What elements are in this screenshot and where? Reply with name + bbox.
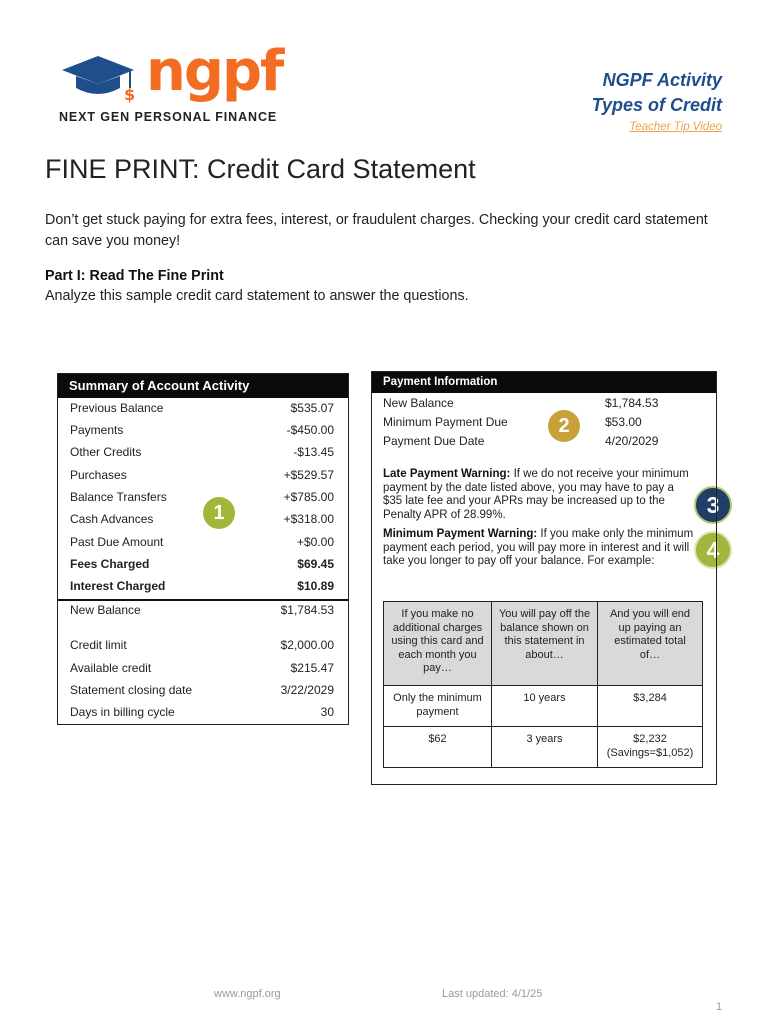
- summary-row-fees: [58, 554, 348, 574]
- row-label: Available credit: [70, 661, 152, 675]
- row-value: $1,784.53: [605, 396, 659, 410]
- table-cell: $3,284: [598, 686, 703, 727]
- summary-header: Summary of Account Activity: [58, 374, 348, 398]
- teacher-tip-link[interactable]: Teacher Tip Video: [629, 121, 722, 133]
- callout-badge-4: 4: [694, 531, 732, 569]
- page-number: 1: [716, 1001, 723, 1013]
- summary-row: [58, 635, 348, 655]
- summary-row: [58, 442, 348, 462]
- row-value: -$450.00: [286, 423, 334, 437]
- minimum-payment-warning: [383, 528, 695, 569]
- table-header-cell: If you make no additional charges using this card and each month you pay…: [384, 602, 492, 686]
- row-label: Minimum Payment Due: [383, 415, 508, 429]
- summary-account-activity-table: [57, 373, 349, 725]
- row-value: +$529.57: [283, 468, 334, 482]
- row-label: Credit limit: [70, 638, 127, 652]
- activity-topic: Types of Credit: [591, 95, 722, 115]
- footer-url[interactable]: www.ngpf.org: [214, 988, 281, 1000]
- table-cell: Only the minimum payment: [384, 686, 492, 727]
- row-label: Interest Charged: [70, 579, 166, 593]
- page-title: FINE PRINT: Credit Card Statement: [45, 154, 476, 184]
- savings-note: (Savings=$1,052): [606, 746, 694, 759]
- svg-text:$: $: [124, 85, 136, 104]
- row-value: 3/22/2029: [280, 683, 334, 697]
- minimum-payment-example-table: [383, 601, 703, 768]
- table-header-cell: And you will end up paying an estimated total of…: [598, 602, 703, 686]
- row-value: +$785.00: [283, 490, 334, 504]
- callout-badge-1: 1: [203, 497, 235, 529]
- row-value: $10.89: [297, 579, 334, 593]
- activity-header: [592, 68, 722, 136]
- summary-row: [58, 600, 348, 620]
- min-warning-title: Minimum Payment Warning:: [383, 528, 538, 540]
- row-label: Fees Charged: [70, 557, 150, 571]
- table-row: [384, 727, 703, 768]
- row-label: Past Due Amount: [70, 535, 164, 549]
- row-label: Payments: [70, 423, 124, 437]
- row-label: New Balance: [383, 396, 454, 410]
- row-label: Statement closing date: [70, 683, 193, 697]
- payment-header: Payment Information: [372, 372, 716, 393]
- logo-tagline: NEXT GEN PERSONAL FINANCE: [59, 110, 278, 124]
- row-value: +$318.00: [283, 512, 334, 526]
- row-value: $1,784.53: [280, 603, 334, 617]
- summary-row: [58, 532, 348, 552]
- summary-row: [58, 465, 348, 485]
- logo-wordmark: ngpf: [146, 39, 283, 104]
- total-value: $2,232: [633, 733, 667, 745]
- part-description: Analyze this sample credit card statement to answer the questions.: [45, 288, 469, 304]
- summary-row: [58, 680, 348, 700]
- summary-row: [58, 487, 348, 507]
- table-cell: 10 years: [492, 686, 598, 727]
- row-value: $2,000.00: [280, 638, 334, 652]
- row-label: Cash Advances: [70, 512, 154, 526]
- ngpf-logo: [58, 39, 288, 130]
- late-warning-text: If we do not receive your minimum payment by the date listed above, you may have to pay a $35 late fee and your APRs may be increased up to the Penalty APR of 28.99%.: [383, 468, 689, 521]
- summary-row: [58, 420, 348, 440]
- table-header-row: [384, 602, 703, 686]
- late-warning-title: Late Payment Warning:: [383, 468, 511, 480]
- payment-information-panel: [371, 371, 717, 785]
- summary-row: [58, 398, 348, 418]
- late-payment-warning: [383, 468, 695, 522]
- table-header-cell: You will pay off the balance shown on this statement in about…: [492, 602, 598, 686]
- table-row: [384, 686, 703, 727]
- summary-row: [58, 658, 348, 678]
- row-value: $53.00: [605, 415, 642, 429]
- intro-paragraph: Don’t get stuck paying for extra fees, interest, or fraudulent charges. Checking your credit card statement can save you money!: [45, 212, 708, 249]
- activity-label: NGPF Activity: [602, 70, 722, 90]
- table-cell: [598, 727, 703, 768]
- payment-row: [383, 394, 716, 413]
- row-value: 4/20/2029: [605, 434, 659, 448]
- row-label: Other Credits: [70, 445, 142, 459]
- row-value: $69.45: [297, 557, 334, 571]
- row-value: +$0.00: [296, 535, 334, 549]
- min-warning-text: If you make only the minimum payment each period, you will pay more in interest and it will take you longer to pay off your balance. For example:: [383, 528, 694, 568]
- summary-row-interest: [58, 576, 348, 596]
- row-value: $215.47: [290, 661, 334, 675]
- payment-row: [383, 413, 716, 432]
- part-heading: Part I: Read The Fine Print: [45, 268, 224, 284]
- summary-row: [58, 702, 348, 722]
- row-label: Balance Transfers: [70, 490, 167, 504]
- row-label: New Balance: [70, 603, 141, 617]
- footer-last-updated: Last updated: 4/1/25: [442, 988, 543, 1000]
- row-label: Payment Due Date: [383, 434, 485, 448]
- callout-badge-3: 3: [694, 486, 732, 524]
- row-label: Previous Balance: [70, 401, 164, 415]
- payment-row: [383, 432, 716, 451]
- row-value: -$13.45: [293, 445, 334, 459]
- row-label: Days in billing cycle: [70, 705, 175, 719]
- row-value: $535.07: [290, 401, 334, 415]
- row-value: 30: [320, 705, 334, 719]
- graduation-cap-dollar-icon: [58, 56, 142, 108]
- row-label: Purchases: [70, 468, 127, 482]
- table-cell: $62: [384, 727, 492, 768]
- callout-badge-2: 2: [548, 410, 580, 442]
- table-cell: 3 years: [492, 727, 598, 768]
